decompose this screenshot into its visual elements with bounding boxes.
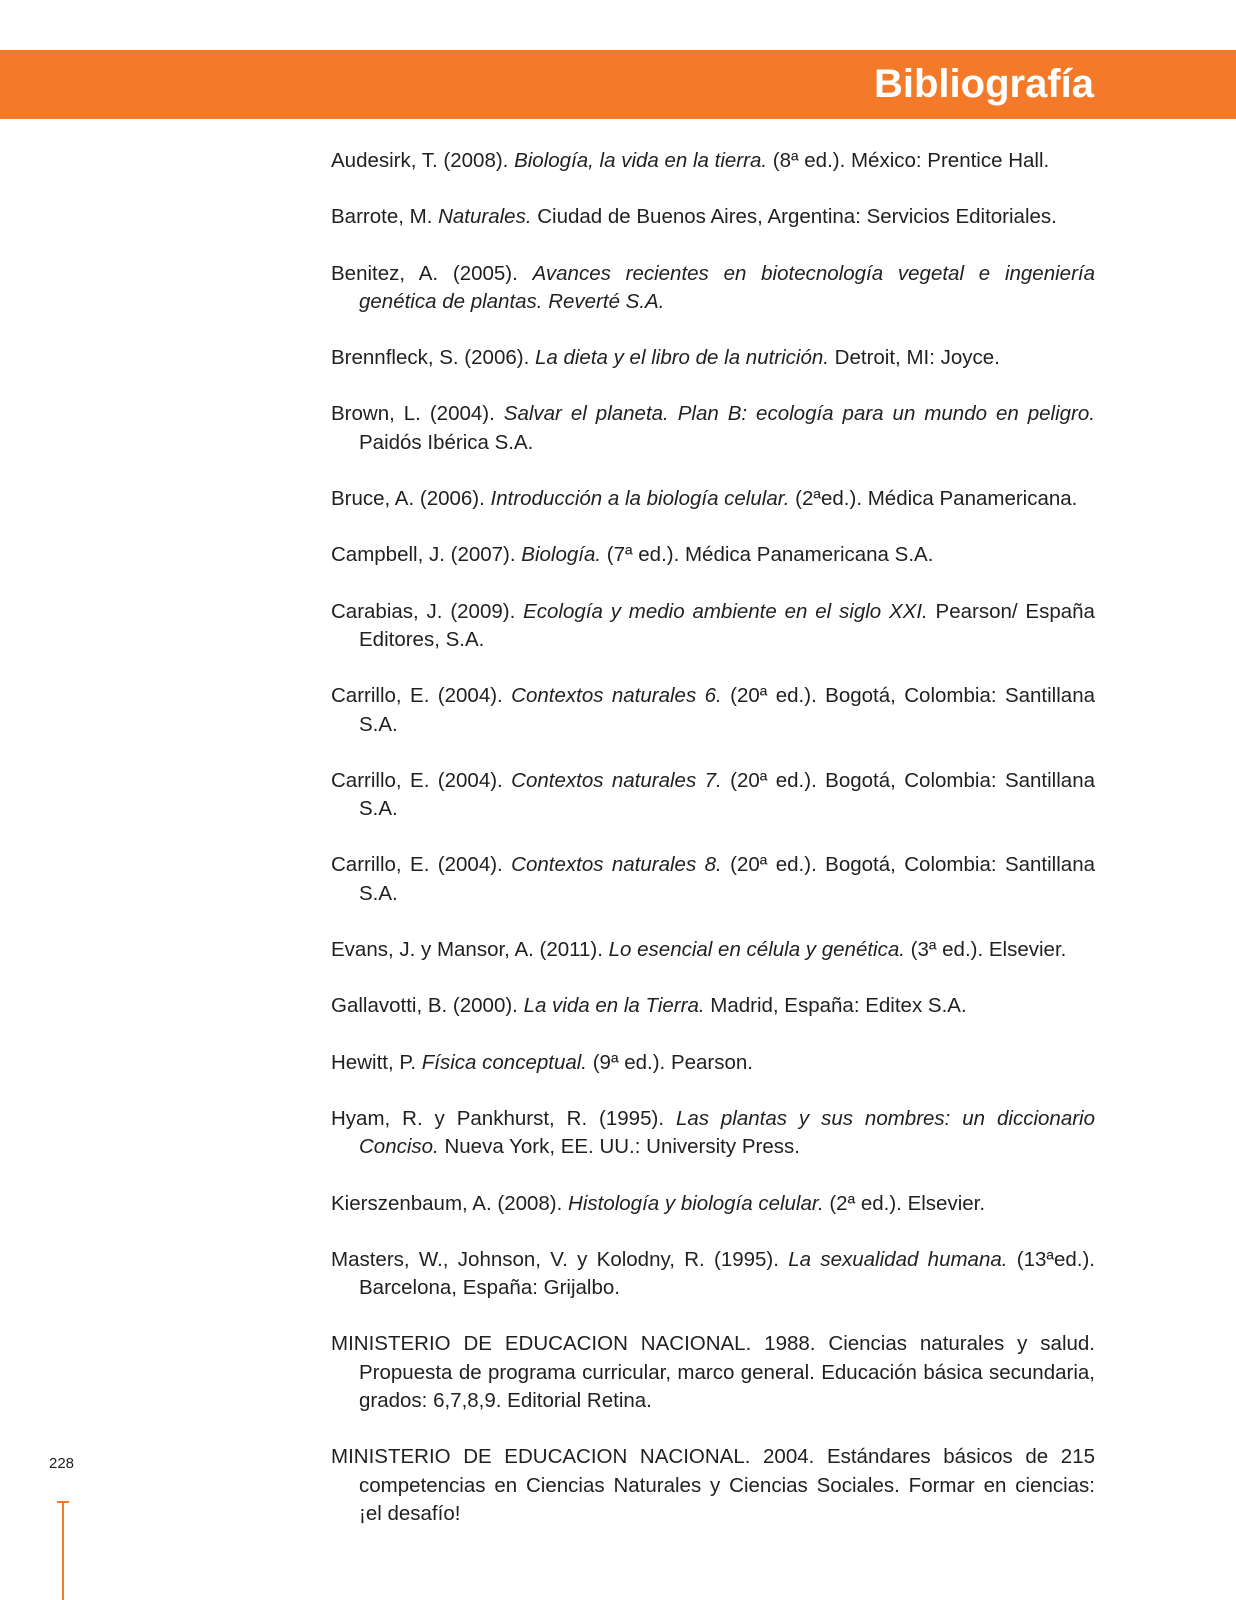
reference-title: Física conceptual. [421, 1050, 588, 1074]
reference-details: Ciudad de Buenos Aires, Argentina: Servicios Editoriales. [531, 205, 1057, 229]
reference-authors: MINISTERIO DE EDUCACION NACIONAL. 1988. Ciencias naturales y salud. Propuesta de programa curricular, marco general. Educación básica secundaria, grados: 6,7,8,9. Editorial Retina. [331, 1332, 1095, 1413]
reference-item [331, 1105, 1095, 1162]
reference-authors: Campbell, J. (2007). [331, 543, 522, 567]
reference-details: (9ª ed.). Pearson. [587, 1050, 753, 1074]
reference-authors: Masters, W., Johnson, V. y Kolodny, R. (1995). [331, 1247, 789, 1271]
reference-item [331, 541, 1095, 569]
reference-title: Introducción a la biología celular. [490, 487, 790, 511]
reference-authors: Gallavotti, B. (2000). [331, 994, 524, 1018]
reference-authors: MINISTERIO DE EDUCACION NACIONAL. 2004. Estándares básicos de 215 competencias en Ciencias Naturales y Ciencias Sociales. Formar en ciencias: ¡el desafío! [331, 1445, 1095, 1525]
reference-item [331, 1190, 1095, 1218]
margin-rule [62, 1502, 64, 1600]
reference-details: (2ªed.). Médica Panamericana. [789, 487, 1078, 511]
reference-authors: Carabias, J. (2009). [331, 599, 524, 623]
reference-details: (7ª ed.). Médica Panamericana S.A. [601, 543, 934, 567]
reference-details: (20ª ed.). Bogotá, Colombia: Santillana S.A. [359, 768, 1095, 821]
reference-item [331, 682, 1095, 739]
reference-authors: Hewitt, P. [331, 1050, 422, 1074]
reference-title: Naturales. [438, 205, 532, 229]
reference-title: La sexualidad humana. [788, 1247, 1008, 1271]
reference-details: (20ª ed.). Bogotá, Colombia: Santillana S.A. [359, 853, 1095, 905]
reference-item [331, 851, 1095, 908]
header-banner [0, 50, 1236, 119]
reference-authors: Bruce, A. (2006). [331, 487, 491, 511]
reference-list [331, 147, 1095, 1556]
reference-authors: Barrote, M. [331, 205, 439, 229]
reference-details: (8ª ed.). México: Prentice Hall. [767, 149, 1050, 172]
reference-item [331, 1443, 1095, 1528]
reference-item [331, 767, 1095, 824]
reference-authors: Kierszenbaum, A. (2008). [331, 1191, 569, 1215]
reference-details: (3ª ed.). Elsevier. [904, 938, 1067, 962]
reference-item [331, 936, 1095, 964]
reference-item [331, 260, 1095, 317]
reference-item [331, 1049, 1095, 1077]
reference-details: Paidós Ibérica S.A. [359, 430, 534, 454]
reference-item [331, 485, 1095, 513]
reference-title: Avances recientes en biotecnología vegetal e ingeniería genética de plantas. Reverté S.A. [359, 261, 1095, 313]
reference-details: (13ªed.). Barcelona, España: Grijalbo. [359, 1247, 1095, 1300]
reference-title: Ecología y medio ambiente en el siglo XXI. [523, 599, 928, 623]
reference-details: Detroit, MI: Joyce. [828, 346, 1000, 370]
reference-title: Lo esencial en célula y genética. [608, 938, 905, 962]
reference-authors: Brown, L. (2004). [331, 402, 504, 426]
page-number: 228 [49, 1455, 75, 1472]
reference-item [331, 400, 1095, 457]
reference-title: La vida en la Tierra. [523, 994, 705, 1018]
reference-title: La dieta y el libro de la nutrición. [534, 346, 829, 370]
reference-title: Biología, la vida en la tierra. [514, 149, 768, 172]
reference-item [331, 1246, 1095, 1303]
reference-item [331, 344, 1095, 372]
reference-item [331, 598, 1095, 655]
reference-details: Nueva York, EE. UU.: University Press. [438, 1135, 800, 1159]
reference-authors: Carrillo, E. (2004). [331, 684, 512, 708]
reference-details: Madrid, España: Editex S.A. [704, 994, 967, 1018]
reference-item [331, 203, 1095, 231]
reference-title: Biología. [521, 543, 602, 567]
reference-authors: Benitez, A. (2005). [331, 261, 533, 285]
reference-authors: Brennfleck, S. (2006). [331, 346, 535, 370]
reference-authors: Carrillo, E. (2004). [331, 768, 512, 792]
reference-title: Salvar el planeta. Plan B: ecología para un mundo en peligro. [503, 402, 1095, 426]
page-title: Bibliografía [873, 62, 1094, 106]
reference-authors: Hyam, R. y Pankhurst, R. (1995). [331, 1106, 676, 1130]
reference-item [331, 992, 1095, 1020]
reference-title: Contextos naturales 6. [511, 684, 722, 708]
reference-title: Contextos naturales 8. [511, 853, 722, 877]
reference-title: Histología y biología celular. [568, 1191, 824, 1215]
reference-authors: Audesirk, T. (2008). [331, 149, 515, 172]
reference-title: Las plantas y sus nombres: un diccionario Conciso. [359, 1106, 1095, 1159]
reference-title: Contextos naturales 7. [511, 768, 722, 792]
reference-authors: Carrillo, E. (2004). [331, 853, 512, 877]
reference-details: Pearson/ España Editores, S.A. [359, 599, 1095, 651]
reference-item [331, 1330, 1095, 1415]
reference-authors: Evans, J. y Mansor, A. (2011). [331, 938, 609, 962]
reference-details: (20ª ed.). Bogotá, Colombia: Santillana S.A. [359, 684, 1095, 736]
reference-item [331, 147, 1095, 175]
reference-details: (2ª ed.). Elsevier. [823, 1191, 986, 1215]
